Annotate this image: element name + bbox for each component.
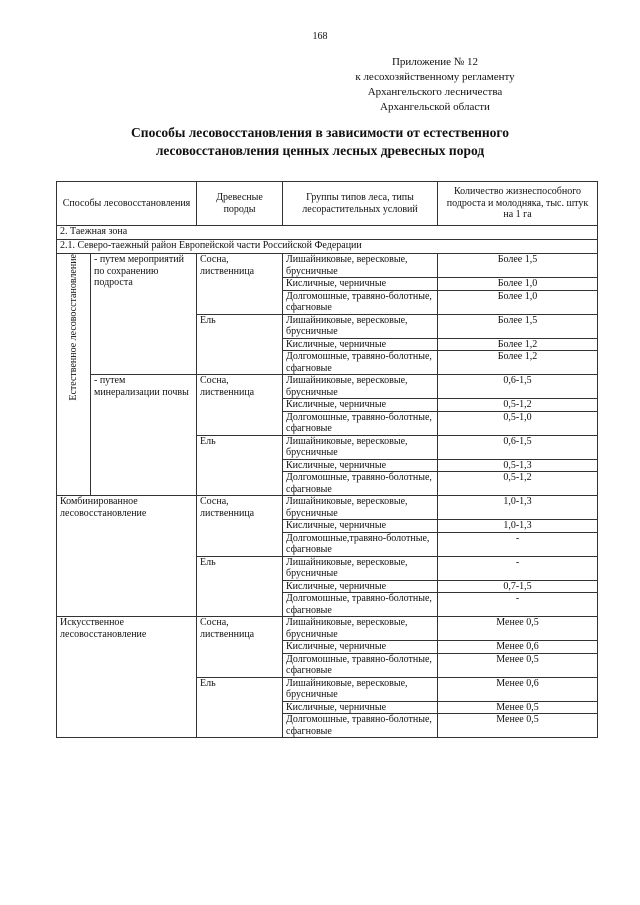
group-cell: Кисличные, черничные xyxy=(283,399,438,412)
region-cell: 2.1. Северо-таежный район Европейской части Российской Федерации xyxy=(57,240,598,254)
species-cell: Сосна, лиственница xyxy=(197,254,283,315)
method-sub-preservation: - путем мероприятий по сохранению подроста xyxy=(91,254,197,375)
natural-method-label xyxy=(57,254,91,496)
value-cell: Более 1,5 xyxy=(438,314,598,338)
value-cell: 0,6-1,5 xyxy=(438,375,598,399)
natural-method-text: Естественное лесовосстановление xyxy=(67,254,79,401)
header-forest-groups: Группы типов леса, типы лесорастительных условий xyxy=(283,182,438,226)
value-cell: Менее 0,5 xyxy=(438,701,598,714)
header-method: Способы лесовосстановления xyxy=(57,182,197,226)
group-cell: Лишайниковые, вересковые, брусничные xyxy=(283,375,438,399)
group-cell: Лишайниковые, вересковые, брусничные xyxy=(283,435,438,459)
value-cell: 0,7-1,5 xyxy=(438,580,598,593)
title-line: лесовосстановления ценных лесных древесных пород xyxy=(155,143,485,158)
appendix-line: Приложение № 12 xyxy=(391,56,479,68)
value-cell: Менее 0,5 xyxy=(438,714,598,738)
group-cell: Долгомошные, травяно-болотные, сфагновые xyxy=(283,411,438,435)
species-cell: Ель xyxy=(197,314,283,375)
value-cell: Менее 0,6 xyxy=(438,641,598,654)
species-cell: Ель xyxy=(197,677,283,738)
value-cell: 0,5-1,3 xyxy=(438,459,598,472)
group-cell: Кисличные, черничные xyxy=(283,459,438,472)
zone-cell: 2. Таежная зона xyxy=(57,226,598,240)
group-cell: Долгомошные, травяно-болотные, сфагновые xyxy=(283,593,438,617)
group-cell: Кисличные, черничные xyxy=(283,338,438,351)
table-row xyxy=(57,254,598,278)
value-cell: Более 1,2 xyxy=(438,351,598,375)
value-cell: - xyxy=(438,556,598,580)
species-cell: Сосна, лиственница xyxy=(197,375,283,436)
group-cell: Долгомошные,травяно-болотные, сфагновые xyxy=(283,532,438,556)
value-cell: 1,0-1,3 xyxy=(438,496,598,520)
group-cell: Кисличные, черничные xyxy=(283,520,438,533)
table-row xyxy=(57,617,598,641)
reforestation-table xyxy=(56,181,598,738)
appendix-header xyxy=(300,55,570,115)
header-species: Древесные породы xyxy=(197,182,283,226)
group-cell: Лишайниковые, вересковые, брусничные xyxy=(283,496,438,520)
zone-row xyxy=(57,226,598,240)
table-row xyxy=(57,375,598,399)
value-cell: 0,5-1,0 xyxy=(438,411,598,435)
appendix-line: Архангельской области xyxy=(380,101,490,113)
value-cell: 0,5-1,2 xyxy=(438,399,598,412)
document-title xyxy=(40,124,600,160)
group-cell: Лишайниковые, вересковые, брусничные xyxy=(283,254,438,278)
group-cell: Кисличные, черничные xyxy=(283,701,438,714)
group-cell: Долгомошные, травяно-болотные, сфагновые xyxy=(283,472,438,496)
species-cell: Ель xyxy=(197,556,283,617)
species-cell: Сосна, лиственница xyxy=(197,496,283,557)
value-cell: 0,6-1,5 xyxy=(438,435,598,459)
table-header-row xyxy=(57,182,598,226)
group-cell: Лишайниковые, вересковые, брусничные xyxy=(283,314,438,338)
value-cell: 1,0-1,3 xyxy=(438,520,598,533)
value-cell: - xyxy=(438,532,598,556)
value-cell: Менее 0,5 xyxy=(438,653,598,677)
group-cell: Кисличные, черничные xyxy=(283,278,438,291)
group-cell: Долгомошные, травяно-болотные, сфагновые xyxy=(283,290,438,314)
table-row xyxy=(57,496,598,520)
species-cell: Ель xyxy=(197,435,283,496)
value-cell: Менее 0,5 xyxy=(438,617,598,641)
value-cell: 0,5-1,2 xyxy=(438,472,598,496)
value-cell: - xyxy=(438,593,598,617)
group-cell: Долгомошные, травяно-болотные, сфагновые xyxy=(283,714,438,738)
method-sub-mineralization: - путем минерализации почвы xyxy=(91,375,197,496)
group-cell: Кисличные, черничные xyxy=(283,580,438,593)
group-cell: Долгомошные, травяно-болотные, сфагновые xyxy=(283,653,438,677)
value-cell: Более 1,5 xyxy=(438,254,598,278)
header-quantity: Количество жизнеспособного подроста и молодняка, тыс. штук на 1 га xyxy=(438,182,598,226)
appendix-line: к лесохозяйственному регламенту xyxy=(355,71,515,83)
method-artificial: Искусственное лесовосстановление xyxy=(57,617,197,738)
region-row xyxy=(57,240,598,254)
group-cell: Долгомошные, травяно-болотные, сфагновые xyxy=(283,351,438,375)
page-number: 168 xyxy=(312,31,328,42)
species-cell: Сосна, лиственница xyxy=(197,617,283,678)
value-cell: Более 1,0 xyxy=(438,278,598,291)
group-cell: Лишайниковые, вересковые, брусничные xyxy=(283,556,438,580)
method-combined: Комбинированное лесовосстановление xyxy=(57,496,197,617)
group-cell: Лишайниковые, вересковые, брусничные xyxy=(283,617,438,641)
appendix-line: Архангельского лесничества xyxy=(367,86,503,98)
value-cell: Менее 0,6 xyxy=(438,677,598,701)
group-cell: Кисличные, черничные xyxy=(283,641,438,654)
value-cell: Более 1,2 xyxy=(438,338,598,351)
title-line: Способы лесовосстановления в зависимости от естественного xyxy=(131,125,509,140)
group-cell: Лишайниковые, вересковые, брусничные xyxy=(283,677,438,701)
value-cell: Более 1,0 xyxy=(438,290,598,314)
